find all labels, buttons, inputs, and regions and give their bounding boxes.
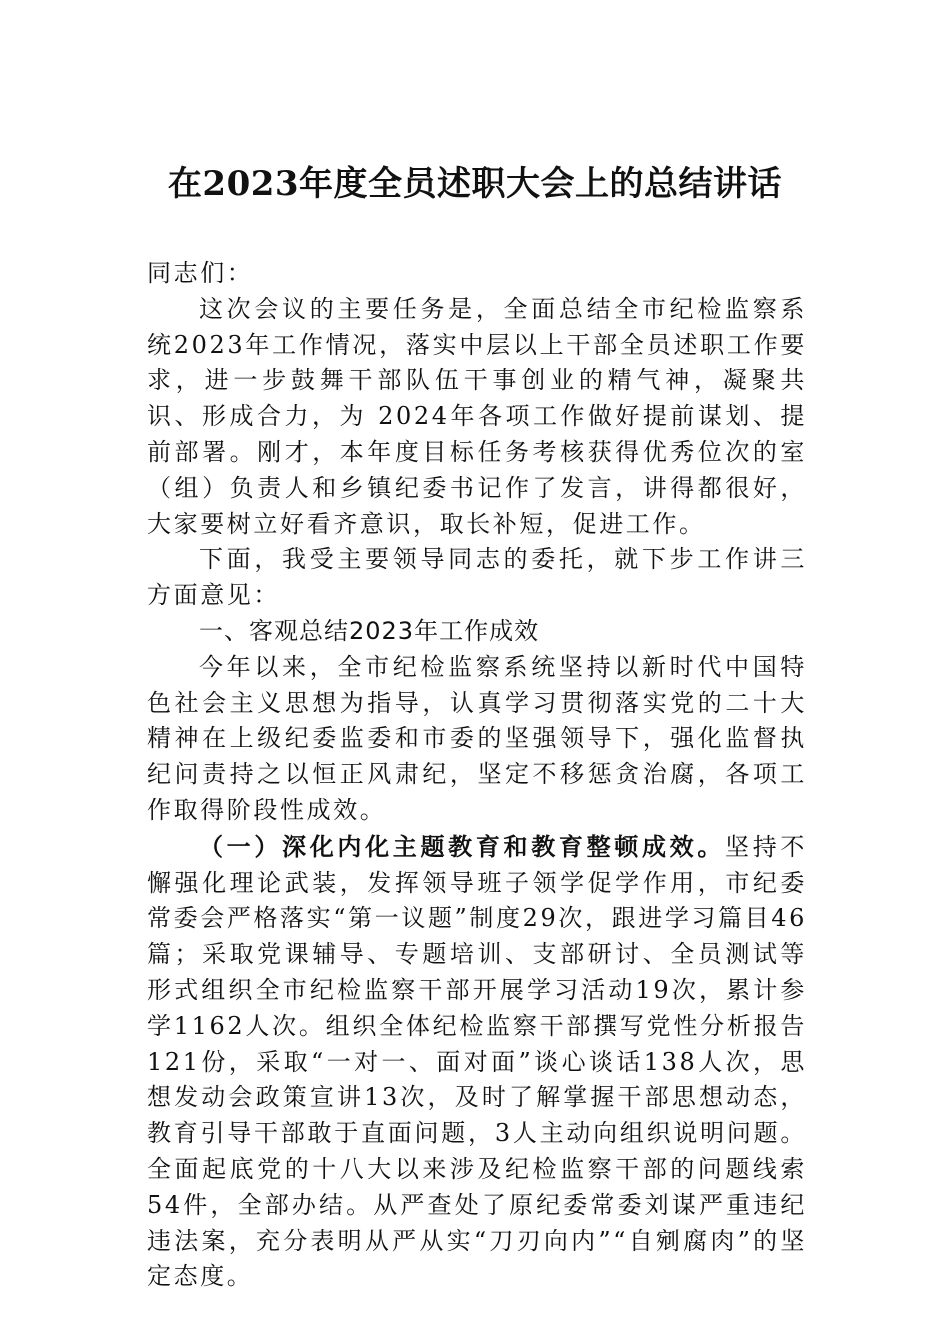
section-heading-1: 一、客观总结2023年工作成效 xyxy=(199,616,540,645)
paragraph-summary: 今年以来，全市纪检监察系统坚持以新时代中国特色社会主义思想为指导，认真学习贯彻落实党的二十大精神在上级纪委监委和市委的坚强领导下，强化监督执纪问责持之以恒正风肃纪，坚定不移惩贪治腐，各项工作取得阶段性成效。 xyxy=(147,652,807,824)
paragraph-outline: 下面，我受主要领导同志的委托，就下步工作讲三方面意见： xyxy=(147,545,807,610)
salutation: 同志们： xyxy=(147,259,254,287)
document-title: 在2023年度全员述职大会上的总结讲话 xyxy=(167,164,783,204)
section-1-text: 坚持不懈强化理论武装，发挥领导班子领学促学作用，市纪委常委会严格落实“第一议题”制度29次，跟进学习篇目46篇；采取党课辅导、专题培训、支部研讨、全员测试等形式组织全市纪检监察干部开展学习活动19次，累计参学1162人次。组织全体纪检监察干部撰写党性分析报告121份，采取“一对一、面对面”谈心谈话138人次，思想发动会政策宣讲13次，及时了解掌握干部思想动态，教育引导干部敢于直面问题，3人主动向组织说明问题。全面起底党的十八大以来涉及纪检监察干部的问题线索54件，全部办结。从严查处了原纪委常委刘谋严重违纪违法案，充分表明从严从实“刀刃向内”“自剜腐肉”的坚定态度。 xyxy=(147,832,807,1291)
section-1-lead: （一）深化内化主题教育和教育整顿成效。 xyxy=(199,831,726,861)
document-body xyxy=(147,256,807,1295)
paragraph-intro: 这次会议的主要任务是，全面总结全市纪检监察系统2023年工作情况，落实中层以上干部全员述职工作要求，进一步鼓舞干部队伍干事创业的精气神，凝聚共识、形成合力，为 2024年各项工作做好提前谋划、提前部署。刚才，本年度目标任务考核获得优秀位次的室（组）负责人和乡镇纪委书记作了发言，讲得都很好，大家要树立好看齐意识，取长补短，促进工作。 xyxy=(147,294,807,538)
paragraph-section-1 xyxy=(147,829,807,1295)
